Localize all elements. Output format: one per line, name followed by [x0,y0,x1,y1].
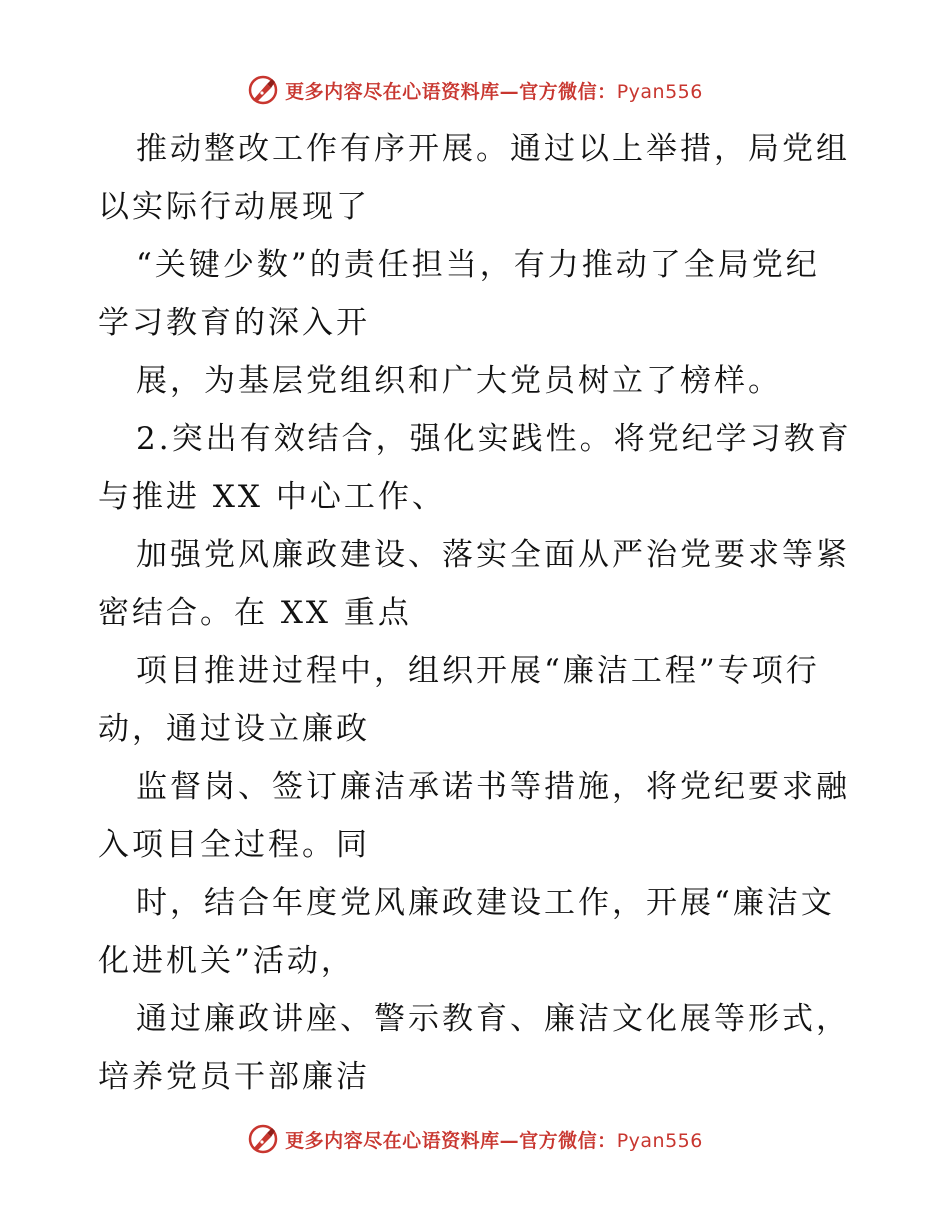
banner-text: 更多内容尽在心语资料库—官方微信：Pyan556 [285,1129,703,1152]
text-line: 监督岗、签订廉洁承诺书等措施，将党纪要求融 [136,769,850,805]
text-line: 培养党员干部廉洁 [98,1059,370,1095]
text-line: 化进机关”活动， [98,943,355,979]
text-line: 动，通过设立廉政 [98,711,370,747]
footer-watermark-banner [0,1119,950,1159]
text-line: 密结合。在 XX 重点 [98,595,412,631]
document-body [98,120,858,1106]
header-watermark-banner [0,70,950,110]
pen-nib-logo-icon [247,74,279,106]
text-line: 学习教育的深入开 [98,305,370,341]
banner-text: 更多内容尽在心语资料库—官方微信：Pyan556 [285,80,703,103]
text-line: 2.突出有效结合，强化实践性。将党纪学习教育 [136,421,852,457]
text-line: 通过廉政讲座、警示教育、廉洁文化展等形式， [136,1001,850,1037]
text-line: 时，结合年度党风廉政建设工作，开展“廉洁文 [136,885,835,921]
text-line: 以实际行动展现了 [98,189,370,225]
text-line: 项目推进过程中，组织开展“廉洁工程”专项行 [136,653,820,689]
pen-nib-logo-icon [247,1123,279,1155]
text-line: 展，为基层党组织和广大党员树立了榜样。 [136,363,782,399]
text-line: 推动整改工作有序开展。通过以上举措，局党组 [136,131,850,167]
text-line: 加强党风廉政建设、落实全面从严治党要求等紧 [136,537,850,573]
text-line: 与推进 XX 中心工作、 [98,479,446,515]
text-line: “关键少数”的责任担当，有力推动了全局党纪 [136,247,820,283]
text-line: 入项目全过程。同 [98,827,370,863]
